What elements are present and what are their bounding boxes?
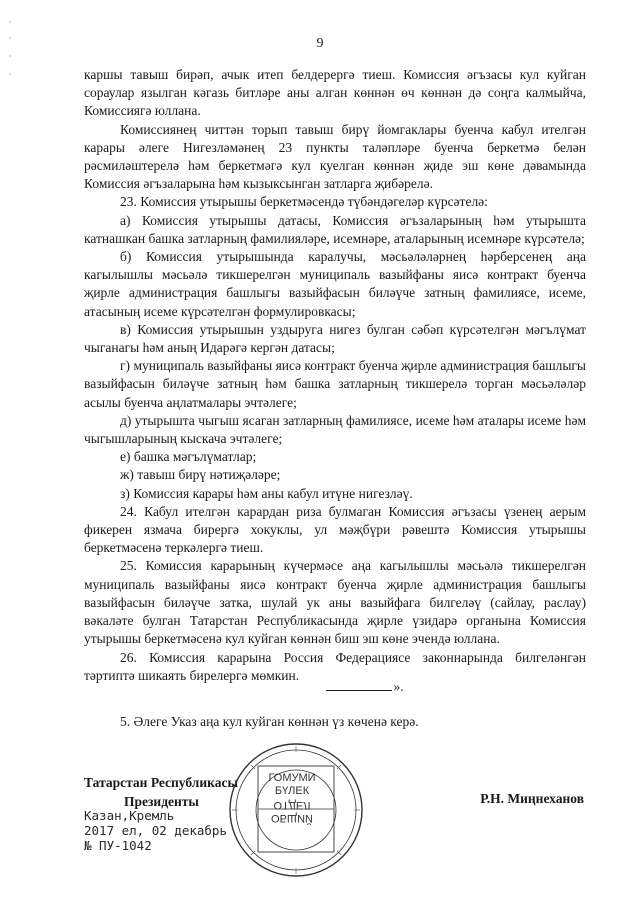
seal-inner-text: [256, 772, 328, 824]
signatory-title-line1: Татарстан Республикасы: [84, 775, 239, 790]
paragraph-23-e: е) башка мәгълүматлар;: [120, 449, 257, 465]
seal-line-4: ОБЩИЙ: [271, 812, 313, 824]
seal-line-3: ОТДЕЛ: [273, 799, 311, 811]
paragraph-23: 23. Комиссия утырышы беркетмәсендә түбәндәгеләр күрсәтелә:: [120, 194, 488, 210]
closing-quote-mark: ».: [393, 679, 404, 694]
paragraph-continuation: каршы тавыш бирәп, ачык итеп белдерергә тиеш. Комиссия әгъзасы кул куйган сораулар язылган кәгазь битләре аны алган көннән өч көннән дә соңга калмыйча, Комиссиягә юллана.: [84, 67, 586, 119]
signatory-name: Р.Н. Миңнеханов: [480, 791, 584, 806]
issue-place: Казан,Кремль: [84, 808, 175, 823]
paragraph-23-zh: ж) тавыш бирү нәтиҗәләре;: [120, 467, 281, 483]
page-number: 9: [316, 36, 324, 51]
paragraph-23-g: г) муниципаль вазыйфаны яисә контракт буенча җирле администрация башлыгы вазыйфасын биләүче затның һәм башка затларның тикшерелә торган мәсьәләләр асылы буенча аңлатмалары эчтәлеге;: [84, 358, 586, 410]
paragraph-23-b: б) Комиссия утырышында каралучы, мәсьәләләрнең һәрберсенең аңа кагылышлы мәсьәлә тикшерелгән муниципаль вазыйфаны яисә контракт буенча җирле администрация башлыгы вазыйфасын биләүче затның фамилиясе, исеме, атасының исеме күрсәтелгән формулировкасы;: [84, 249, 586, 319]
issue-date: 2017 ел, 02 декабрь: [84, 823, 227, 838]
issue-info-stamp: [84, 808, 227, 853]
paragraph-26: 26. Комиссия карарына Россия Федерациясе законнарында билгеләнгән тәртиптә шикаять бирелергә мөмкин.: [84, 649, 586, 683]
paragraph-23-a: а) Комиссия утырышы датасы, Комиссия әгъзаларының һәм утырышта катнашкан башка затларның фамилияләре, исемнәре, аталарының исемнәре күрсәтелә;: [84, 212, 586, 246]
paragraph-24: 24. Кабул ителгән карардан риза булмаган Комиссия әгъзасы үзенең аерым фикерен язмача бирергә хокуклы, ул мәҗбүри рәвештә Комиссия утырышы беркетмәсенә теркәлергә тиеш.: [84, 503, 586, 556]
issue-number: № ПУ-1042: [84, 838, 152, 853]
decree-body-text: [84, 66, 586, 685]
seal-line-1: ГОМУМИ: [268, 772, 316, 784]
closing-quote-line: [84, 678, 586, 696]
decree-item-5: 5. Әлеге Указ аңа кул куйган көннән үз көченә керә.: [120, 714, 419, 729]
blank-line: [326, 690, 392, 691]
paragraph-25: 25. Комиссия карарының күчермәсе аңа кагылышлы мәсьәлә тикшерелгән муниципаль вазыйфаны яисә контракт буенча җирле администрация башлыгы вазыйфасын биләүче затка, шулай ук аны вазыйфага билгеләү (сайлау, раслау) вәкаләте булган Татарстан Республикасында җирле үзидарә органына Комиссия утырышы беркетмәсенә кул куйган көннән биш эш көне эчендә юллана.: [84, 558, 586, 647]
paragraph-23-z: з) Комиссия карары һәм аны кабул итүне нигезләү.: [120, 485, 413, 501]
paragraph-23-d: д) утырышта чыгыш ясаган затларның фамилиясе, исеме һәм аталары исеме һәм чыгышларының кыскача эчтәлеге;: [84, 412, 586, 447]
paragraph-23-v: в) Комиссия утырышын уздыруга нигез булган сәбәп күрсәтелгән мәгълүмат чыганагы һәм аның Идарәгә кергән датасы;: [84, 321, 586, 356]
paragraph-remote-voting: Комиссиянең читтән торып тавыш бирү йомгаклары буенча кабул ителгән карары әлеге Нигезләмәнең 23 пункты таләпләре буенча беркетмә белән рәсмиләштерелә һәм беркетмәгә кул куелган көннән җиде эш көне дәвамында Комиссия әгъзаларына һәм кызыксынган затларга җибәрелә.: [84, 121, 586, 192]
signatory-title-line2: Президенты: [124, 794, 199, 809]
seal-line-2: БҮЛЕК: [274, 785, 310, 797]
